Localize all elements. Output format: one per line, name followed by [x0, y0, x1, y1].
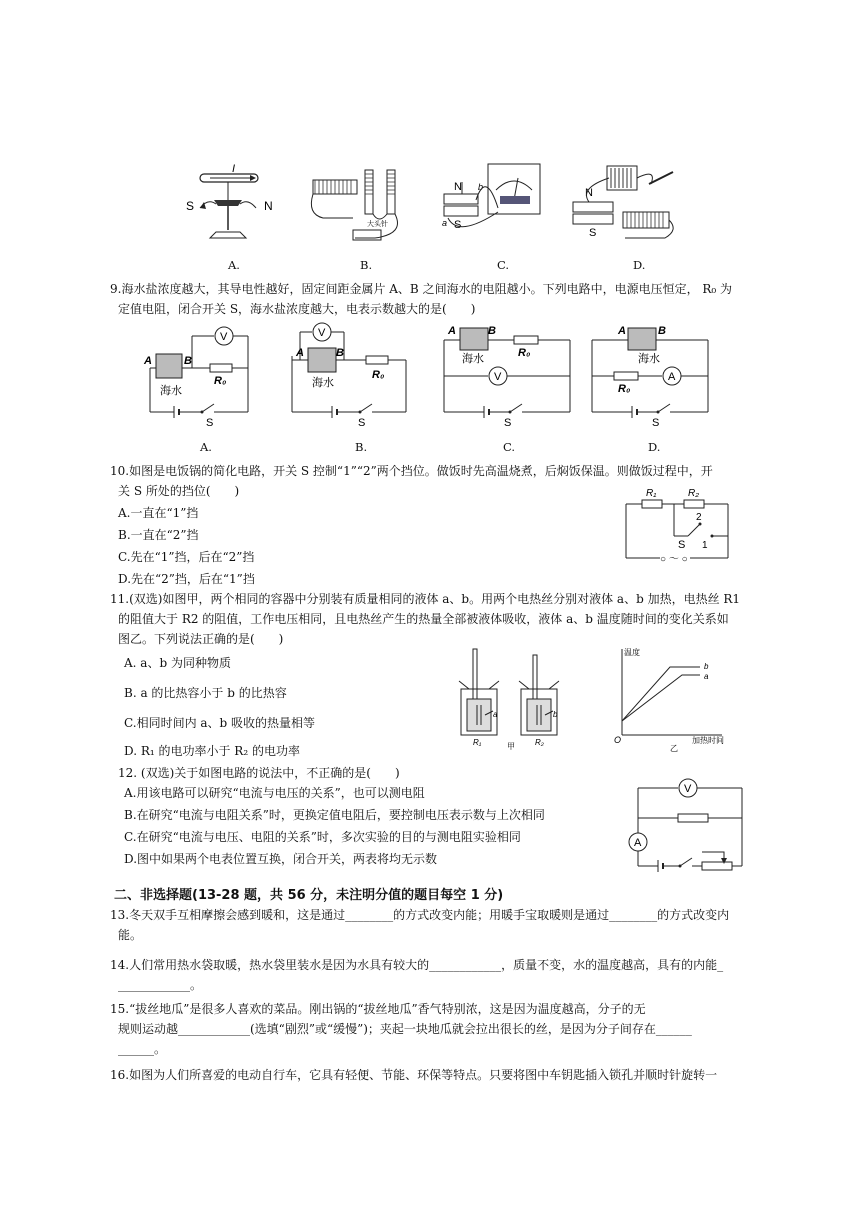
svg-text:A: A	[668, 371, 676, 383]
section-2-heading: 二、非选择题(13-28 题，共 56 分，未注明分值的题目每空 1 分)	[114, 888, 504, 903]
svg-text:V: V	[684, 783, 692, 795]
q14-line-2: ____________。	[118, 978, 203, 992]
svg-text:R₀: R₀	[214, 375, 227, 387]
svg-text:海水: 海水	[638, 353, 660, 365]
q8-option-d: D.	[633, 258, 646, 272]
q8-figure-c	[440, 160, 550, 250]
q8-figure-b	[305, 160, 415, 250]
svg-text:N: N	[264, 199, 273, 213]
svg-text:N: N	[454, 181, 462, 193]
q13-line-2: 能。	[118, 928, 143, 942]
q9-option-b: B.	[355, 440, 368, 454]
svg-text:b: b	[478, 182, 484, 192]
svg-text:S: S	[652, 417, 660, 429]
q9-option-a: A.	[200, 440, 212, 454]
svg-text:2: 2	[696, 512, 702, 523]
svg-text:大头针: 大头针	[367, 221, 388, 228]
svg-text:R₁: R₁	[646, 488, 657, 499]
q11-figure-jia	[455, 645, 585, 755]
q8-figure-d	[565, 160, 685, 250]
q12-option-c: C.在研究“电流与电压、电阻的关系”时，多次实验的目的与测电阻实验相同	[124, 830, 521, 844]
svg-text:S: S	[678, 539, 686, 551]
svg-text:V: V	[318, 327, 326, 339]
svg-text:S: S	[454, 219, 462, 231]
svg-text:a: a	[493, 710, 498, 719]
svg-text:R₁: R₁	[473, 738, 482, 747]
q11-stem-line-3: 图乙。下列说法正确的是( )	[118, 632, 284, 646]
q10-option-a: A.一直在“1”挡	[118, 506, 199, 520]
svg-text:A: A	[296, 347, 304, 359]
svg-text:甲: 甲	[507, 742, 515, 751]
q9-circuit-d	[588, 320, 728, 429]
svg-text:海水: 海水	[312, 377, 334, 389]
svg-text:A: A	[618, 325, 626, 337]
svg-text:V: V	[494, 371, 502, 383]
q11-option-c: C.相同时间内 a、b 吸收的热量相等	[124, 716, 316, 730]
q15-line-3: ______。	[118, 1042, 167, 1056]
svg-text:加热时间: 加热时间	[692, 736, 724, 745]
svg-text:S: S	[504, 417, 512, 429]
svg-text:O: O	[614, 735, 622, 745]
svg-text:温度: 温度	[624, 648, 640, 657]
q11-option-d: D. R₁ 的电功率小于 R₂ 的电功率	[124, 744, 300, 758]
q12-circuit	[628, 778, 748, 874]
q15-line-1: 15.“拔丝地瓜”是很多人喜欢的菜品。刚出锅的“拔丝地瓜”香气特别浓，这是因为温度越高，分子的无	[110, 1002, 646, 1016]
q8-option-c: C.	[497, 258, 510, 272]
q11-option-a: A. a、b 为同种物质	[124, 656, 231, 670]
q12-option-b: B.在研究“电流与电阻关系”时，更换定值电阻后，要控制电压表示数与上次相同	[124, 808, 545, 822]
svg-text:1: 1	[702, 540, 708, 551]
svg-text:B: B	[336, 347, 344, 359]
svg-text:b: b	[704, 662, 709, 671]
q10-stem-line-1: 10.如图是电饭锅的简化电路，开关 S 控制“1”“2”两个挡位。做饭时先高温烧煮，后焖饭保温。则做饭过程中，开	[110, 464, 713, 478]
q9-circuit-a	[130, 320, 260, 429]
q12-stem-line-1: 12. (双选)关于如图电路的说法中，不正确的是( )	[118, 766, 400, 780]
q9-option-d: D.	[648, 440, 661, 454]
q9-stem-line-1: 9.海水盐浓度越大，其导电性越好，固定间距金属片 A、B 之间海水的电阻越小。下列电路中，电源电压恒定， R₀ 为	[110, 282, 733, 296]
q11-option-b: B. a 的比热容小于 b 的比热容	[124, 686, 287, 700]
q14-line-1: 14.人们常用热水袋取暖，热水袋里装水是因为水具有较大的____________，质量不变，水的温度越高，具有的内能_	[110, 958, 724, 972]
q11-stem-line-1: 11.(双选)如图甲，两个相同的容器中分别装有质量相同的液体 a、b。用两个电热丝分别对液体 a、b 加热，电热丝 R1	[110, 592, 741, 606]
svg-text:A: A	[634, 837, 642, 849]
q11-stem-line-2: 的阻值大于 R2 的阻值，工作电压相同，且电热丝产生的热量全部被液体吸收，液体 a、b 温度随时间的变化关系如	[118, 612, 729, 626]
svg-text:海水: 海水	[160, 385, 182, 397]
q8-option-b: B.	[360, 258, 373, 272]
svg-text:B: B	[488, 325, 496, 337]
svg-text:V: V	[220, 331, 228, 343]
svg-text:A: A	[448, 325, 456, 337]
svg-text:S: S	[206, 417, 214, 429]
q8-figure-a	[180, 160, 280, 250]
q16-line-1: 16.如图为人们所喜爱的电动自行车，它具有轻便、节能、环保等特点。只要将图中车钥匙插入锁孔并顺时针旋转一	[110, 1068, 718, 1082]
q10-option-b: B.一直在“2”挡	[118, 528, 199, 542]
svg-text:R₀: R₀	[518, 347, 531, 359]
svg-text:R₂: R₂	[535, 738, 544, 747]
q9-option-c: C.	[503, 440, 516, 454]
svg-text:I: I	[232, 163, 236, 175]
svg-text:B: B	[184, 355, 192, 367]
q15-line-2: 规则运动越____________(选填“剧烈”或“缓慢”)；夹起一块地瓜就会拉出很长的丝，是因为分子间存在______	[118, 1022, 692, 1036]
svg-text:R₂: R₂	[688, 488, 700, 499]
q9-circuit-b	[288, 320, 418, 429]
svg-text:海水: 海水	[462, 353, 484, 365]
svg-text:S: S	[186, 199, 195, 213]
svg-text:A: A	[144, 355, 152, 367]
svg-text:S: S	[358, 417, 366, 429]
q12-option-d: D.图中如果两个电表位置互换，闭合开关，两表将均无示数	[124, 852, 438, 866]
q10-circuit	[620, 486, 740, 576]
svg-text:R₀: R₀	[618, 383, 631, 395]
q8-option-a: A.	[228, 258, 240, 272]
svg-text:○ ～ ○: ○ ～ ○	[660, 554, 688, 565]
q9-stem-line-2: 定值电阻，闭合开关 S，海水盐浓度越大，电表示数越大的是( )	[118, 302, 476, 316]
q9-circuit-c	[440, 320, 580, 429]
svg-text:a: a	[442, 218, 448, 228]
q12-option-a: A.用该电路可以研究“电流与电压的关系”，也可以测电阻	[124, 786, 425, 800]
q11-figure-yi	[612, 645, 742, 755]
q10-option-c: C.先在“1”挡，后在“2”挡	[118, 550, 255, 564]
svg-text:S: S	[589, 227, 597, 239]
q10-option-d: D.先在“2”挡，后在“1”挡	[118, 572, 255, 586]
svg-text:R₀: R₀	[372, 369, 385, 381]
svg-text:N: N	[585, 187, 593, 199]
q13-line-1: 13.冬天双手互相摩擦会感到暖和，这是通过________的方式改变内能；用暖手宝取暖则是通过________的方式改变内	[110, 908, 730, 922]
svg-text:乙: 乙	[670, 744, 678, 753]
svg-text:a: a	[704, 672, 709, 681]
svg-text:b: b	[553, 710, 558, 719]
svg-text:B: B	[658, 325, 666, 337]
q10-stem-line-2: 关 S 所处的挡位( )	[118, 484, 240, 498]
